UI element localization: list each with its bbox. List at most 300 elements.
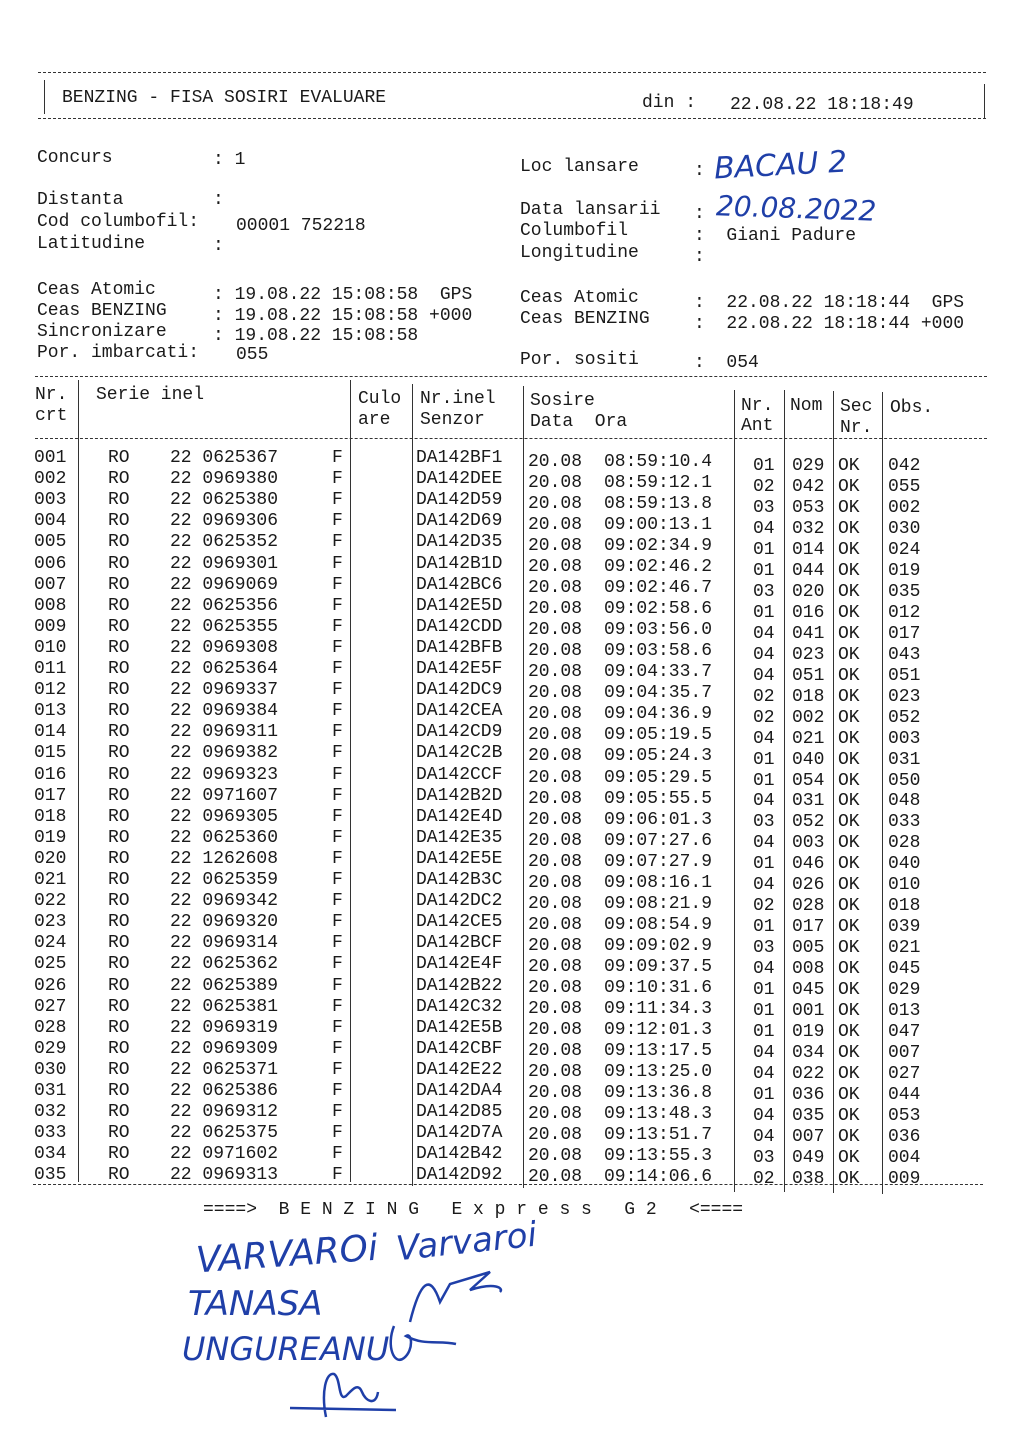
cell-nr-crt: 035 (34, 1165, 67, 1186)
cell-ring-number: 22 0969306 (170, 511, 279, 532)
cell-arrival-time: 08:59:13.8 (604, 494, 713, 515)
cell-ring-number: 22 0625367 (170, 448, 279, 468)
table-row (0, 827, 1024, 854)
cell-arrival-time: 09:13:36.8 (604, 1083, 713, 1103)
por-imbarcati-label: Por. imbarcati: (37, 343, 200, 363)
cell-sex: F (332, 848, 343, 869)
cell-arrival-date: 20.08 (528, 767, 583, 788)
cell-sensor-ring: DA142B1D (416, 553, 503, 574)
cell-obs: 031 (888, 749, 921, 770)
cell-sensor-ring: DA142E35 (416, 827, 503, 848)
table-row (0, 490, 1024, 518)
cell-nom: 002 (792, 707, 825, 728)
cell-antenna: 04 (753, 1126, 775, 1147)
cell-nr-crt: 012 (34, 680, 67, 701)
cell-sensor-ring: DA142CCF (416, 764, 503, 785)
cell-sensor-ring: DA142BFB (416, 637, 503, 658)
cell-arrival-date: 20.08 (528, 1167, 583, 1188)
cell-sex: F (332, 511, 343, 532)
cell-ring-number: 22 0969313 (170, 1165, 279, 1186)
cell-sec: OK (838, 1147, 860, 1168)
cell-country: RO (108, 764, 130, 785)
cell-nom: 018 (792, 686, 825, 707)
cell-nom: 049 (792, 1147, 825, 1168)
cell-ring-number: 22 0625381 (170, 996, 279, 1017)
cell-nr-crt: 030 (34, 1059, 67, 1080)
cell-obs: 050 (888, 770, 921, 791)
table-row (0, 680, 1024, 707)
cell-sec: OK (838, 728, 860, 749)
cell-nr-crt: 024 (34, 933, 67, 954)
cell-nr-crt: 013 (34, 701, 67, 722)
cell-country: RO (108, 637, 130, 658)
cell-nom: 005 (792, 938, 825, 959)
cell-nom: 016 (792, 602, 825, 623)
cell-sec: OK (838, 644, 860, 665)
cell-country: RO (108, 469, 130, 490)
cell-arrival-date: 20.08 (528, 977, 583, 998)
report-date-label: din : (642, 93, 697, 113)
cell-obs: 012 (888, 602, 921, 623)
cell-nr-crt: 027 (34, 996, 67, 1017)
cell-nr-crt: 034 (34, 1144, 67, 1165)
cell-sec: OK (838, 875, 860, 896)
cell-ring-number: 22 0625362 (170, 954, 279, 975)
table-row (0, 933, 1024, 959)
cell-sensor-ring: DA142D92 (416, 1165, 503, 1186)
cell-antenna: 01 (753, 749, 775, 770)
cell-antenna: 02 (753, 686, 775, 707)
cell-country: RO (108, 574, 130, 595)
signature-name-varvaroi: VARVAROi (194, 1227, 380, 1282)
cell-antenna: 02 (753, 896, 775, 917)
cell-antenna: 02 (753, 1168, 775, 1189)
table-row (0, 616, 1024, 644)
cell-nom: 046 (792, 854, 825, 875)
cell-arrival-date: 20.08 (528, 1019, 583, 1040)
cell-obs: 009 (888, 1168, 921, 1189)
cell-sensor-ring: DA142DEE (416, 469, 503, 490)
signature-name-ungureanu: UNGUREANU (182, 1330, 390, 1368)
cell-sex: F (332, 1144, 343, 1165)
cell-nr-crt: 008 (34, 595, 67, 616)
cell-nom: 017 (792, 917, 825, 938)
cell-sensor-ring: DA142D69 (416, 511, 503, 532)
cell-sex: F (332, 1123, 343, 1144)
cell-nr-crt: 002 (34, 469, 67, 490)
table-row (0, 553, 1024, 581)
cell-arrival-date: 20.08 (528, 683, 583, 704)
cell-ring-number: 22 0969384 (170, 701, 279, 722)
cell-arrival-time: 09:03:58.6 (604, 641, 713, 662)
cell-arrival-time: 09:08:21.9 (604, 893, 713, 914)
cell-nom: 045 (792, 980, 825, 1001)
cell-antenna: 01 (753, 770, 775, 791)
cell-arrival-time: 09:13:51.7 (604, 1125, 713, 1146)
cell-sec: OK (838, 476, 860, 497)
cell-sec: OK (838, 770, 860, 791)
cell-country: RO (108, 743, 130, 764)
cell-sec: OK (838, 812, 860, 833)
cell-antenna: 01 (753, 980, 775, 1001)
cell-sensor-ring: DA142D7A (416, 1123, 503, 1144)
cell-country: RO (108, 996, 130, 1017)
cell-arrival-date: 20.08 (528, 494, 583, 515)
cell-sex: F (332, 954, 343, 975)
cell-country: RO (108, 680, 130, 701)
cell-country: RO (108, 912, 130, 933)
table-row (0, 954, 1024, 980)
cell-arrival-date: 20.08 (528, 746, 583, 767)
cell-nr-crt: 007 (34, 574, 67, 595)
cell-sensor-ring: DA142CDD (416, 616, 503, 637)
cell-antenna: 01 (753, 1001, 775, 1022)
cell-country: RO (108, 975, 130, 996)
cell-ring-number: 22 1262608 (170, 848, 279, 869)
cell-arrival-date: 20.08 (528, 599, 583, 620)
cell-nr-crt: 020 (34, 848, 67, 869)
cell-country: RO (108, 848, 130, 869)
cell-nom: 028 (792, 896, 825, 917)
cell-antenna: 01 (753, 456, 775, 476)
cell-obs: 051 (888, 665, 921, 686)
cell-sex: F (332, 785, 343, 806)
cell-sex: F (332, 637, 343, 658)
cell-sensor-ring: DA142DC2 (416, 891, 503, 912)
cell-antenna: 04 (753, 959, 775, 980)
cell-nr-crt: 011 (34, 659, 67, 679)
cell-arrival-date: 20.08 (528, 1083, 583, 1103)
cell-nr-crt: 018 (34, 806, 67, 827)
cell-ring-number: 22 0969305 (170, 806, 279, 827)
latitudine-label: Latitudine (37, 234, 146, 254)
cell-arrival-date: 20.08 (528, 557, 583, 578)
cell-nr-crt: 031 (34, 1081, 67, 1101)
cell-sex: F (332, 764, 343, 785)
report-date-value: 22.08.22 18:18:49 (730, 95, 914, 115)
cell-obs: 002 (888, 497, 921, 518)
cell-antenna: 04 (753, 833, 775, 854)
cell-ring-number: 22 0625360 (170, 827, 279, 848)
cell-nom: 001 (792, 1001, 825, 1022)
cell-nom: 053 (792, 497, 825, 518)
table-row (0, 870, 1024, 896)
cod-columbofil-label: Cod columbofil: (37, 212, 200, 232)
cell-ring-number: 22 0969301 (170, 553, 279, 574)
cell-obs: 055 (888, 476, 921, 497)
cell-arrival-time: 09:12:01.3 (604, 1019, 713, 1040)
cell-ring-number: 22 0625380 (170, 490, 279, 511)
cell-sex: F (332, 891, 343, 912)
header-sec-2: Nr. (840, 418, 873, 438)
cell-nr-crt: 015 (34, 743, 67, 764)
cell-arrival-date: 20.08 (528, 788, 583, 809)
cell-antenna: 01 (753, 854, 775, 875)
cell-sec: OK (838, 707, 860, 728)
cell-antenna: 03 (753, 581, 775, 602)
cell-obs: 030 (888, 518, 921, 539)
cell-country: RO (108, 532, 130, 553)
cell-arrival-time: 09:13:55.3 (604, 1146, 713, 1167)
cell-country: RO (108, 806, 130, 827)
cell-sex: F (332, 975, 343, 996)
report-title: BENZING - FISA SOSIRI EVALUARE (62, 88, 387, 108)
cell-arrival-time: 08:59:10.4 (604, 452, 713, 472)
cell-sensor-ring: DA142D85 (416, 1102, 503, 1123)
cell-nom: 044 (792, 560, 825, 581)
header-serie-inel: Serie inel (96, 385, 205, 405)
cell-nom: 026 (792, 875, 825, 896)
cell-sensor-ring: DA142B42 (416, 1144, 503, 1165)
cell-sec: OK (838, 1001, 860, 1022)
table-row (0, 764, 1024, 791)
sincronizare-label: Sincronizare (37, 322, 167, 342)
table-row (0, 511, 1024, 539)
cell-antenna: 04 (753, 791, 775, 812)
cell-antenna: 03 (753, 938, 775, 959)
cell-antenna: 01 (753, 602, 775, 623)
cell-arrival-time: 09:13:48.3 (604, 1104, 713, 1125)
cell-nom: 038 (792, 1168, 825, 1189)
cell-nom: 029 (792, 456, 825, 476)
cell-country: RO (108, 448, 130, 468)
benzing-banner: ====> B E N Z I N G E x p r e s s G 2 <==== (203, 1200, 744, 1220)
cell-sec: OK (838, 791, 860, 812)
header-culoare-2: are (358, 410, 391, 430)
cell-antenna: 03 (753, 812, 775, 833)
cell-sex: F (332, 1059, 343, 1080)
cell-sec: OK (838, 602, 860, 623)
cell-arrival-time: 09:02:34.9 (604, 536, 713, 557)
cell-nr-crt: 004 (34, 511, 67, 532)
cell-sec: OK (838, 560, 860, 581)
cell-sensor-ring: DA142C32 (416, 996, 503, 1017)
cell-sex: F (332, 827, 343, 848)
cell-ring-number: 22 0969308 (170, 637, 279, 658)
cell-arrival-time: 09:04:33.7 (604, 662, 713, 683)
header-sosire-2: Data Ora (530, 412, 628, 432)
cell-arrival-time: 09:08:54.9 (604, 914, 713, 935)
cell-sensor-ring: DA142B3C (416, 870, 503, 890)
cell-sex: F (332, 1017, 343, 1038)
cell-country: RO (108, 1081, 130, 1101)
table-row (0, 1123, 1024, 1147)
cell-sex: F (332, 448, 343, 468)
cell-antenna: 04 (753, 665, 775, 686)
header-nr-ant-2: Ant (741, 416, 774, 436)
cell-antenna: 01 (753, 539, 775, 560)
cell-sex: F (332, 680, 343, 701)
table-row (0, 785, 1024, 812)
ceas-benzing-right-value: : 22.08.22 18:18:44 +000 (694, 314, 965, 334)
cell-antenna: 04 (753, 623, 775, 644)
cell-obs: 019 (888, 560, 921, 581)
cell-obs: 042 (888, 456, 921, 476)
cell-sex: F (332, 701, 343, 722)
cell-sex: F (332, 490, 343, 511)
cell-ring-number: 22 0625375 (170, 1123, 279, 1144)
cell-arrival-time: 09:05:55.5 (604, 788, 713, 809)
cell-antenna: 04 (753, 1043, 775, 1064)
cell-arrival-date: 20.08 (528, 935, 583, 956)
cell-sex: F (332, 870, 343, 890)
concurs-value: : 1 (213, 150, 246, 170)
cell-arrival-time: 09:00:13.1 (604, 515, 713, 536)
cell-sensor-ring: DA142E5B (416, 1017, 503, 1038)
cell-ring-number: 22 0969380 (170, 469, 279, 490)
cell-sex: F (332, 912, 343, 933)
cell-sensor-ring: DA142C2B (416, 743, 503, 764)
cell-ring-number: 22 0969320 (170, 912, 279, 933)
cell-sec: OK (838, 581, 860, 602)
cell-arrival-time: 09:10:31.6 (604, 977, 713, 998)
cell-arrival-date: 20.08 (528, 578, 583, 599)
cell-nom: 023 (792, 644, 825, 665)
cell-nom: 040 (792, 749, 825, 770)
cell-sec: OK (838, 833, 860, 854)
cell-nr-crt: 028 (34, 1017, 67, 1038)
cell-ring-number: 22 0625389 (170, 975, 279, 996)
cell-country: RO (108, 870, 130, 890)
cell-sensor-ring: DA142BCF (416, 933, 503, 954)
cell-arrival-time: 09:11:34.3 (604, 998, 713, 1019)
cell-country: RO (108, 553, 130, 574)
cell-antenna: 04 (753, 644, 775, 665)
por-imbarcati-value: 055 (236, 345, 269, 365)
latitudine-value: : (213, 236, 224, 256)
cell-arrival-time: 09:05:24.3 (604, 746, 713, 767)
cell-antenna: 02 (753, 476, 775, 497)
cell-country: RO (108, 595, 130, 616)
cell-arrival-time: 09:04:35.7 (604, 683, 713, 704)
cell-ring-number: 22 0625359 (170, 870, 279, 890)
cell-nom: 052 (792, 812, 825, 833)
cell-ring-number: 22 0625371 (170, 1059, 279, 1080)
header-sec-1: Sec (840, 397, 873, 417)
cell-sex: F (332, 1165, 343, 1186)
cell-sensor-ring: DA142CE5 (416, 912, 503, 933)
ceas-benzing-right-label: Ceas BENZING (520, 309, 650, 329)
cell-sec: OK (838, 456, 860, 476)
cell-obs: 027 (888, 1064, 921, 1085)
cell-country: RO (108, 1123, 130, 1144)
cell-country: RO (108, 616, 130, 637)
ceas-atomic-right-value: : 22.08.22 18:18:44 GPS (694, 293, 965, 313)
cell-obs: 004 (888, 1147, 921, 1168)
cell-arrival-date: 20.08 (528, 893, 583, 914)
cell-country: RO (108, 659, 130, 679)
header-nr-inel-1: Nr.inel (420, 389, 496, 409)
cell-obs: 043 (888, 644, 921, 665)
cell-ring-number: 22 0969309 (170, 1038, 279, 1059)
table-row (0, 891, 1024, 917)
cell-nom: 007 (792, 1126, 825, 1147)
cell-sec: OK (838, 686, 860, 707)
cell-sec: OK (838, 854, 860, 875)
table-row (0, 469, 1024, 497)
cell-arrival-time: 09:04:36.9 (604, 704, 713, 725)
cell-arrival-date: 20.08 (528, 830, 583, 851)
cell-nr-crt: 001 (34, 448, 67, 468)
cell-obs: 010 (888, 875, 921, 896)
cell-arrival-time: 09:13:17.5 (604, 1040, 713, 1061)
cell-ring-number: 22 0969342 (170, 891, 279, 912)
cell-obs: 024 (888, 539, 921, 560)
cell-country: RO (108, 511, 130, 532)
cell-sex: F (332, 616, 343, 637)
header-nom: Nom (790, 396, 823, 416)
cell-ring-number: 22 0625356 (170, 595, 279, 616)
cell-sec: OK (838, 518, 860, 539)
table-row (0, 532, 1024, 560)
signature-stamp-scribble (286, 1362, 406, 1432)
cell-sec: OK (838, 1022, 860, 1043)
cell-nom: 034 (792, 1043, 825, 1064)
cell-nr-crt: 010 (34, 637, 67, 658)
cell-sex: F (332, 1081, 343, 1101)
cell-nr-crt: 032 (34, 1102, 67, 1123)
cell-sec: OK (838, 938, 860, 959)
cell-obs: 040 (888, 854, 921, 875)
cell-antenna: 01 (753, 560, 775, 581)
header-nr-inel-2: Senzor (420, 410, 485, 430)
cell-sec: OK (838, 896, 860, 917)
cell-sensor-ring: DA142B22 (416, 975, 503, 996)
table-bottom-rule (33, 1184, 983, 1185)
sincronizare-value: : 19.08.22 15:08:58 (213, 326, 419, 346)
table-row (0, 1102, 1024, 1126)
cell-nr-crt: 017 (34, 785, 67, 806)
cell-ring-number: 22 0969319 (170, 1017, 279, 1038)
cell-sec: OK (838, 497, 860, 518)
cell-nr-crt: 023 (34, 912, 67, 933)
cell-arrival-date: 20.08 (528, 872, 583, 893)
cell-ring-number: 22 0969337 (170, 680, 279, 701)
cell-arrival-time: 09:07:27.9 (604, 851, 713, 872)
cell-antenna: 03 (753, 497, 775, 518)
header-sosire-1: Sosire (530, 391, 595, 411)
cell-nom: 020 (792, 581, 825, 602)
cell-antenna: 04 (753, 1064, 775, 1085)
columbofil-value: : Giani Padure (694, 226, 857, 246)
cell-arrival-time: 09:02:46.2 (604, 557, 713, 578)
cell-nr-crt: 025 (34, 954, 67, 975)
cell-country: RO (108, 891, 130, 912)
cell-sec: OK (838, 980, 860, 1001)
cell-nom: 042 (792, 476, 825, 497)
distanta-value: : (213, 190, 224, 210)
cell-sensor-ring: DA142CBF (416, 1038, 503, 1059)
cell-antenna: 04 (753, 728, 775, 749)
cell-arrival-date: 20.08 (528, 1146, 583, 1167)
cell-arrival-time: 09:08:16.1 (604, 872, 713, 893)
cell-obs: 018 (888, 896, 921, 917)
cell-arrival-date: 20.08 (528, 662, 583, 683)
table-row (0, 743, 1024, 770)
cell-sex: F (332, 806, 343, 827)
loc-lansare-sep: : (694, 161, 705, 181)
cell-sex: F (332, 553, 343, 574)
loc-lansare-handwritten: BACAU 2 (713, 144, 848, 187)
cell-arrival-date: 20.08 (528, 725, 583, 746)
table-row (0, 1081, 1024, 1105)
header-culoare-1: Culo (358, 389, 402, 409)
cell-nom: 054 (792, 770, 825, 791)
cell-sensor-ring: DA142BC6 (416, 574, 503, 595)
por-sositi-value: : 054 (694, 353, 759, 373)
cell-arrival-date: 20.08 (528, 452, 583, 472)
cell-sec: OK (838, 539, 860, 560)
